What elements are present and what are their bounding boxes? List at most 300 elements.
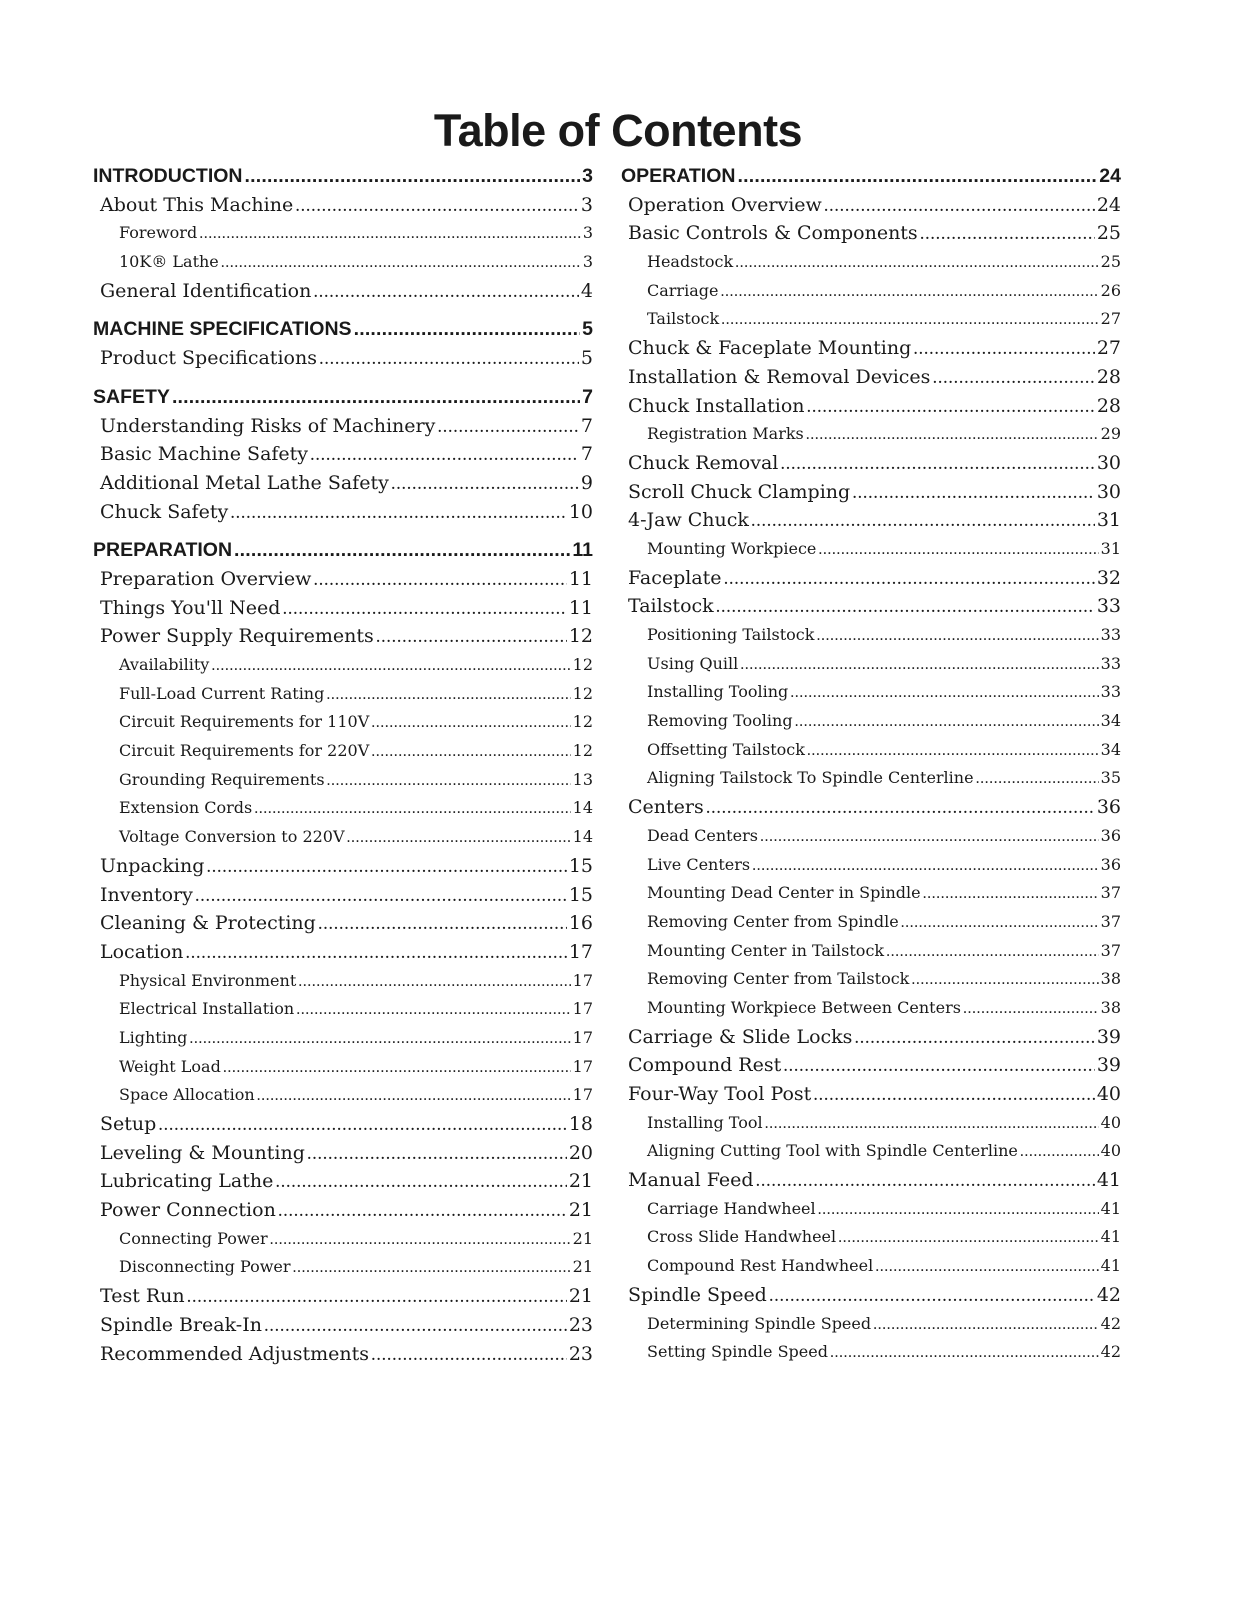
toc-entry-page: 38 [1100, 969, 1121, 989]
toc-left-column [93, 162, 593, 1368]
toc-entry-label: 4-Jaw Chuck [628, 509, 749, 532]
dot-leader [735, 249, 1099, 277]
toc-entry-label: Offsetting Tailstock [647, 739, 805, 759]
toc-entry-label: MACHINE SPECIFICATIONS [93, 318, 352, 341]
dot-leader [813, 1081, 1095, 1109]
dot-leader [319, 345, 579, 373]
dot-leader [221, 249, 581, 277]
toc-entry-page: 33 [1100, 682, 1121, 702]
toc-entry-manual-feed [621, 1166, 1121, 1195]
dot-leader [816, 622, 1098, 650]
toc-entry-label: Installation & Removal Devices [628, 365, 931, 388]
toc-entry-page: 5 [582, 318, 593, 341]
toc-section-safety [93, 383, 593, 412]
toc-entry-label: Using Quill [647, 653, 739, 673]
dot-leader [721, 306, 1099, 334]
toc-entry-label: About This Machine [100, 193, 294, 216]
toc-entry-page: 41 [1100, 1227, 1121, 1247]
toc-entry-page: 12 [572, 683, 593, 703]
toc-entry-dead-centers [621, 822, 1121, 851]
toc-entry-page: 37 [1100, 911, 1121, 931]
toc-entry-installation-removal-devices [621, 363, 1121, 392]
toc-entry-aligning-cutting-tool-with-spindle-centerline [621, 1137, 1121, 1166]
toc-entry-carriage-handwheel [621, 1195, 1121, 1224]
toc-entry-page: 21 [568, 1285, 593, 1308]
dot-leader [347, 824, 571, 852]
dot-leader [195, 882, 567, 910]
dot-leader [807, 737, 1099, 765]
toc-entry-label: Full-Load Current Rating [119, 683, 325, 703]
dot-leader [245, 162, 581, 191]
dot-leader [932, 364, 1094, 392]
dot-leader [769, 1282, 1095, 1310]
toc-entry-weight-load [93, 1053, 593, 1082]
toc-entry-page: 17 [572, 999, 593, 1019]
dot-leader [873, 1311, 1099, 1339]
toc-entry-page: 42 [1096, 1283, 1121, 1306]
toc-entry-label: Circuit Requirements for 110V [119, 712, 370, 732]
toc-entry-power-connection [93, 1196, 593, 1225]
toc-entry-10k-lathe [93, 248, 593, 277]
dot-leader [254, 795, 570, 823]
toc-entry-label: Chuck & Faceplate Mounting [628, 337, 912, 360]
toc-entry-page: 34 [1100, 739, 1121, 759]
toc-entry-label: Setup [100, 1113, 157, 1135]
toc-entry-page: 30 [1096, 451, 1121, 474]
toc-entry-label: Headstock [647, 252, 734, 272]
toc-entry-compound-rest [621, 1051, 1121, 1080]
dot-leader [852, 479, 1095, 507]
dot-leader [313, 566, 566, 594]
dot-leader [391, 470, 579, 498]
toc-entry-label: Determining Spindle Speed [647, 1313, 872, 1333]
toc-entry-product-specifications [93, 344, 593, 373]
toc-entry-page: 12 [572, 712, 593, 732]
toc-entry-tailstock [621, 305, 1121, 334]
toc-entry-page: 7 [580, 443, 593, 466]
toc-entry-page: 40 [1100, 1141, 1121, 1161]
toc-entry-label: Things You'll Need [100, 596, 281, 619]
toc-entry-label: Spindle Speed [628, 1283, 767, 1306]
dot-leader [158, 1111, 567, 1139]
dot-leader [206, 853, 566, 881]
toc-entry-page: 14 [572, 798, 593, 818]
toc-entry-label: Carriage [647, 280, 719, 300]
toc-entry-page: 33 [1096, 595, 1121, 618]
toc-entry-label: 10K® Lathe [119, 252, 219, 272]
dot-leader [806, 421, 1099, 449]
dot-leader [913, 335, 1095, 363]
dot-leader [223, 1054, 571, 1082]
toc-entry-label: Basic Controls & Components [628, 222, 918, 245]
toc-entry-page: 29 [1100, 424, 1121, 444]
toc-entry-label: Removing Tooling [647, 711, 793, 731]
dot-leader [751, 507, 1095, 535]
dot-leader [760, 823, 1099, 851]
toc-entry-availability [93, 651, 593, 680]
toc-entry-page: 21 [572, 1228, 593, 1248]
toc-entry-label: Mounting Center in Tailstock [647, 940, 885, 960]
toc-entry-page: 3 [580, 193, 593, 216]
toc-entry-label: Additional Metal Lathe Safety [100, 471, 389, 494]
toc-entry-page: 17 [568, 940, 593, 963]
toc-entry-removing-center-from-spindle [621, 908, 1121, 937]
dot-leader [313, 278, 579, 306]
toc-entry-page: 23 [568, 1313, 593, 1336]
dot-leader [257, 1082, 571, 1110]
toc-entry-aligning-tailstock-to-spindle-centerline [621, 764, 1121, 793]
toc-entry-page: 15 [568, 883, 593, 906]
toc-entry-page: 28 [1096, 365, 1121, 388]
toc-entry-offsetting-tailstock [621, 736, 1121, 765]
toc-entry-label: Spindle Break-In [100, 1313, 262, 1336]
toc-entry-label: INTRODUCTION [93, 165, 243, 187]
toc-entry-inventory [93, 881, 593, 910]
toc-entry-page: 36 [1100, 825, 1121, 845]
toc-entry-things-you-ll-need [93, 594, 593, 623]
dot-leader [371, 1341, 567, 1369]
toc-entry-compound-rest-handwheel [621, 1252, 1121, 1281]
toc-entry-chuck-faceplate-mounting [621, 334, 1121, 363]
toc-entry-electrical-installation [93, 995, 593, 1024]
toc-entry-label: Location [100, 940, 184, 963]
toc-entry-about-this-machine [93, 191, 593, 220]
toc-entry-disconnecting-power [93, 1253, 593, 1282]
toc-entry-page: 5 [580, 347, 593, 370]
toc-entry-determining-spindle-speed [621, 1310, 1121, 1339]
toc-entry-label: Registration Marks [647, 424, 804, 444]
dot-leader [189, 1025, 570, 1053]
toc-entry-page: 41 [1100, 1256, 1121, 1276]
toc-entry-circuit-requirements-for-220v [93, 737, 593, 766]
toc-entry-label: Basic Machine Safety [100, 443, 309, 466]
toc-entry-page: 42 [1100, 1342, 1121, 1362]
toc-entry-label: Circuit Requirements for 220V [119, 741, 370, 761]
dot-leader [371, 738, 570, 766]
toc-entry-page: 3 [582, 165, 593, 187]
dot-leader [307, 1140, 567, 1168]
toc-entry-page: 11 [572, 539, 593, 562]
toc-entry-full-load-current-rating [93, 680, 593, 709]
dot-leader [282, 595, 566, 623]
toc-entry-page: 39 [1096, 1025, 1121, 1048]
dot-leader [838, 1224, 1099, 1252]
toc-entry-unpacking [93, 852, 593, 881]
toc-entry-understanding-risks-of-machinery [93, 412, 593, 441]
toc-entry-page: 20 [568, 1141, 593, 1164]
toc-entry-page: 17 [572, 1056, 593, 1076]
toc-entry-label: Live Centers [647, 854, 751, 874]
toc-entry-page: 23 [568, 1342, 593, 1365]
toc-entry-voltage-conversion-to-220v [93, 823, 593, 852]
toc-entry-lighting [93, 1024, 593, 1053]
dot-leader [830, 1339, 1099, 1367]
toc-entry-label: Power Supply Requirements [100, 625, 374, 648]
dot-leader [780, 450, 1094, 478]
toc-entry-carriage-slide-locks [621, 1023, 1121, 1052]
dot-leader [1020, 1138, 1099, 1166]
toc-entry-additional-metal-lathe-safety [93, 469, 593, 498]
dot-leader [740, 651, 1098, 679]
toc-entry-mounting-dead-center-in-spindle [621, 879, 1121, 908]
toc-entry-label: Carriage & Slide Locks [628, 1025, 853, 1048]
toc-entry-label: Disconnecting Power [119, 1257, 291, 1277]
toc-entry-scroll-chuck-clamping [621, 478, 1121, 507]
dot-leader [824, 192, 1095, 220]
dot-leader [298, 968, 570, 996]
dot-leader [295, 192, 579, 220]
toc-entry-label: Preparation Overview [100, 567, 312, 590]
toc-entry-label: General Identification [100, 279, 312, 302]
toc-entry-label: Tailstock [647, 309, 720, 329]
toc-entry-installing-tool [621, 1109, 1121, 1138]
toc-entry-page: 12 [572, 655, 593, 674]
dot-leader [327, 767, 571, 795]
toc-entry-label: Lighting [119, 1027, 188, 1047]
dot-leader [187, 1283, 567, 1311]
toc-entry-page: 27 [1096, 337, 1121, 360]
toc-entry-page: 42 [1100, 1313, 1121, 1333]
toc-entry-live-centers [621, 851, 1121, 880]
toc-entry-installing-tooling [621, 678, 1121, 707]
dot-leader [264, 1312, 567, 1340]
toc-entry-page: 12 [572, 741, 593, 761]
toc-entry-label: Cleaning & Protecting [100, 912, 316, 935]
dot-leader [756, 1167, 1095, 1195]
toc-entry-basic-controls-components [621, 219, 1121, 248]
dot-leader [807, 393, 1095, 421]
toc-entry-foreword [93, 219, 593, 248]
toc-section-introduction [93, 162, 593, 191]
toc-entry-label: Carriage Handwheel [647, 1198, 816, 1218]
toc-entry-label: Extension Cords [119, 798, 253, 818]
dot-leader [185, 939, 566, 967]
toc-entry-operation-overview [621, 191, 1121, 220]
toc-entry-space-allocation [93, 1081, 593, 1110]
dot-leader [818, 1196, 1099, 1224]
toc-entry-cleaning-protecting [93, 909, 593, 938]
toc-entry-page: 25 [1100, 252, 1121, 272]
toc-entry-label: Manual Feed [628, 1169, 754, 1192]
toc-entry-chuck-installation [621, 392, 1121, 421]
dot-leader [716, 593, 1095, 621]
toc-entry-page: 9 [580, 471, 593, 494]
toc-entry-label: Mounting Workpiece [647, 538, 817, 558]
toc-entry-label: Removing Center from Spindle [647, 911, 899, 931]
dot-leader [199, 220, 581, 248]
toc-entry-label: Connecting Power [119, 1228, 268, 1248]
toc-entry-registration-marks [621, 420, 1121, 449]
toc-entry-grounding-requirements [93, 766, 593, 795]
dot-leader [376, 623, 567, 651]
toc-entry-page: 11 [568, 596, 593, 619]
toc-entry-extension-cords [93, 794, 593, 823]
toc-entry-mounting-center-in-tailstock [621, 937, 1121, 966]
toc-entry-setting-spindle-speed [621, 1338, 1121, 1367]
dot-leader [724, 565, 1095, 593]
toc-entry-lubricating-lathe [93, 1167, 593, 1196]
toc-entry-page: 3 [582, 252, 593, 272]
toc-entry-mounting-workpiece [621, 535, 1121, 564]
toc-entry-page: 21 [568, 1199, 593, 1222]
toc-entry-label: Lubricating Lathe [100, 1170, 274, 1193]
toc-entry-label: Removing Center from Tailstock [647, 969, 910, 989]
toc-entry-page: 28 [1096, 394, 1121, 417]
dot-leader [230, 499, 567, 527]
toc-entry-page: 11 [568, 567, 593, 590]
toc-entry-page: 36 [1096, 796, 1121, 819]
toc-entry-removing-center-from-tailstock [621, 965, 1121, 994]
toc-entry-page: 18 [568, 1113, 593, 1135]
toc-entry-page: 12 [568, 625, 593, 648]
dot-leader [911, 966, 1098, 994]
toc-entry-power-supply-requirements [93, 622, 593, 651]
toc-entry-page: 39 [1096, 1054, 1121, 1077]
dot-leader [790, 679, 1098, 707]
dot-leader [923, 880, 1099, 908]
toc-entry-label: Grounding Requirements [119, 769, 325, 789]
toc-entry-label: Centers [628, 796, 704, 819]
toc-entry-circuit-requirements-for-110v [93, 708, 593, 737]
toc-entry-label: Tailstock [628, 595, 714, 618]
toc-entry-label: Chuck Removal [628, 451, 779, 474]
dot-leader [818, 536, 1098, 564]
toc-entry-page: 26 [1100, 280, 1121, 300]
dot-leader [963, 995, 1099, 1023]
toc-entry-label: Availability [119, 655, 210, 674]
toc-entry-preparation-overview [93, 565, 593, 594]
toc-entry-label: Compound Rest Handwheel [647, 1256, 874, 1276]
toc-entry-label: Aligning Tailstock To Spindle Centerline [647, 768, 974, 788]
toc-entry-page: 24 [1099, 165, 1121, 187]
dot-leader [326, 681, 570, 709]
toc-entry-centers [621, 793, 1121, 822]
toc-entry-page: 41 [1100, 1198, 1121, 1218]
dot-leader [976, 765, 1099, 793]
toc-entry-label: Power Connection [100, 1199, 276, 1222]
toc-entry-label: Understanding Risks of Machinery [100, 414, 436, 437]
dot-leader [293, 1254, 571, 1282]
toc-entry-page: 38 [1100, 997, 1121, 1017]
dot-leader [354, 315, 581, 344]
dot-leader [795, 708, 1099, 736]
toc-entry-page: 3 [582, 223, 593, 243]
toc-entry-page: 17 [572, 1027, 593, 1047]
toc-entry-label: Cross Slide Handwheel [647, 1227, 837, 1247]
toc-entry-page: 24 [1096, 193, 1121, 216]
toc-entry-page: 33 [1100, 653, 1121, 673]
toc-entry-page: 41 [1096, 1169, 1121, 1192]
toc-entry-label: Electrical Installation [119, 999, 295, 1019]
toc-entry-physical-environment [93, 967, 593, 996]
toc-entry-label: Recommended Adjustments [100, 1342, 370, 1365]
dot-leader [172, 383, 580, 412]
toc-entry-spindle-break-in [93, 1311, 593, 1340]
dot-leader [371, 709, 570, 737]
dot-leader [920, 220, 1095, 248]
toc-entry-positioning-tailstock [621, 621, 1121, 650]
toc-entry-label: OPERATION [621, 165, 736, 187]
toc-entry-page: 14 [572, 827, 593, 847]
toc-entry-label: Setting Spindle Speed [647, 1342, 828, 1362]
toc-entry-label: Unpacking [100, 854, 205, 877]
dot-leader [752, 852, 1099, 880]
toc-entry-page: 27 [1100, 309, 1121, 329]
toc-entry-label: Foreword [119, 223, 198, 243]
dot-leader [737, 162, 1097, 191]
toc-entry-headstock [621, 248, 1121, 277]
toc-entry-label: Chuck Safety [100, 500, 229, 523]
toc-entry-location [93, 938, 593, 967]
dot-leader [854, 1024, 1094, 1052]
toc-entry-page: 37 [1100, 883, 1121, 903]
toc-entry-leveling-mounting [93, 1139, 593, 1168]
toc-entry-cross-slide-handwheel [621, 1223, 1121, 1252]
toc-entry-tailstock [621, 592, 1121, 621]
toc-entry-label: Installing Tooling [647, 682, 789, 702]
dot-leader [278, 1197, 567, 1225]
toc-entry-label: Mounting Dead Center in Spindle [647, 883, 921, 903]
toc-entry-label: Inventory [100, 883, 193, 906]
toc-entry-faceplate [621, 564, 1121, 593]
toc-entry-general-identification [93, 277, 593, 306]
toc-entry-page: 31 [1100, 538, 1121, 558]
toc-entry-label: Compound Rest [628, 1054, 782, 1077]
toc-entry-label: Dead Centers [647, 825, 758, 845]
toc-entry-carriage [621, 277, 1121, 306]
toc-entry-page: 7 [582, 385, 593, 408]
toc-entry-page: 40 [1100, 1112, 1121, 1132]
dot-leader [875, 1253, 1098, 1281]
toc-entry-label: Leveling & Mounting [100, 1141, 305, 1164]
toc-entry-4-jaw-chuck [621, 506, 1121, 535]
dot-leader [318, 910, 567, 938]
toc-entry-page: 40 [1096, 1083, 1121, 1105]
toc-entry-label: Weight Load [119, 1056, 221, 1076]
dot-leader [270, 1226, 571, 1254]
toc-entry-page: 7 [580, 414, 593, 437]
toc-entry-label: Scroll Chuck Clamping [628, 480, 851, 503]
dot-leader [296, 996, 570, 1024]
toc-entry-recommended-adjustments [93, 1340, 593, 1369]
toc-entry-page: 10 [568, 500, 593, 523]
toc-entry-label: SAFETY [93, 385, 170, 408]
toc-entry-page: 31 [1096, 509, 1121, 532]
toc-entry-page: 34 [1100, 711, 1121, 731]
toc-section-machine-specifications [93, 315, 593, 344]
toc-entry-label: Space Allocation [119, 1085, 255, 1105]
toc-entry-label: Voltage Conversion to 220V [119, 827, 345, 847]
dot-leader [275, 1168, 566, 1196]
toc-entry-chuck-safety [93, 498, 593, 527]
toc-entry-page: 32 [1096, 566, 1121, 589]
toc-entry-mounting-workpiece-between-centers [621, 994, 1121, 1023]
toc-entry-label: Mounting Workpiece Between Centers [647, 997, 961, 1017]
toc-entry-page: 25 [1096, 222, 1121, 245]
dot-leader [783, 1052, 1095, 1080]
toc-entry-label: Product Specifications [100, 347, 317, 370]
toc-entry-page: 30 [1096, 480, 1121, 503]
toc-entry-label: Operation Overview [628, 193, 822, 216]
toc-entry-page: 21 [568, 1170, 593, 1193]
toc-entry-page: 13 [572, 769, 593, 789]
toc-entry-test-run [93, 1282, 593, 1311]
dot-leader [706, 794, 1095, 822]
dot-leader [765, 1110, 1099, 1138]
toc-section-operation [621, 162, 1121, 191]
toc-entry-page: 33 [1100, 625, 1121, 644]
toc-entry-setup [93, 1110, 593, 1139]
